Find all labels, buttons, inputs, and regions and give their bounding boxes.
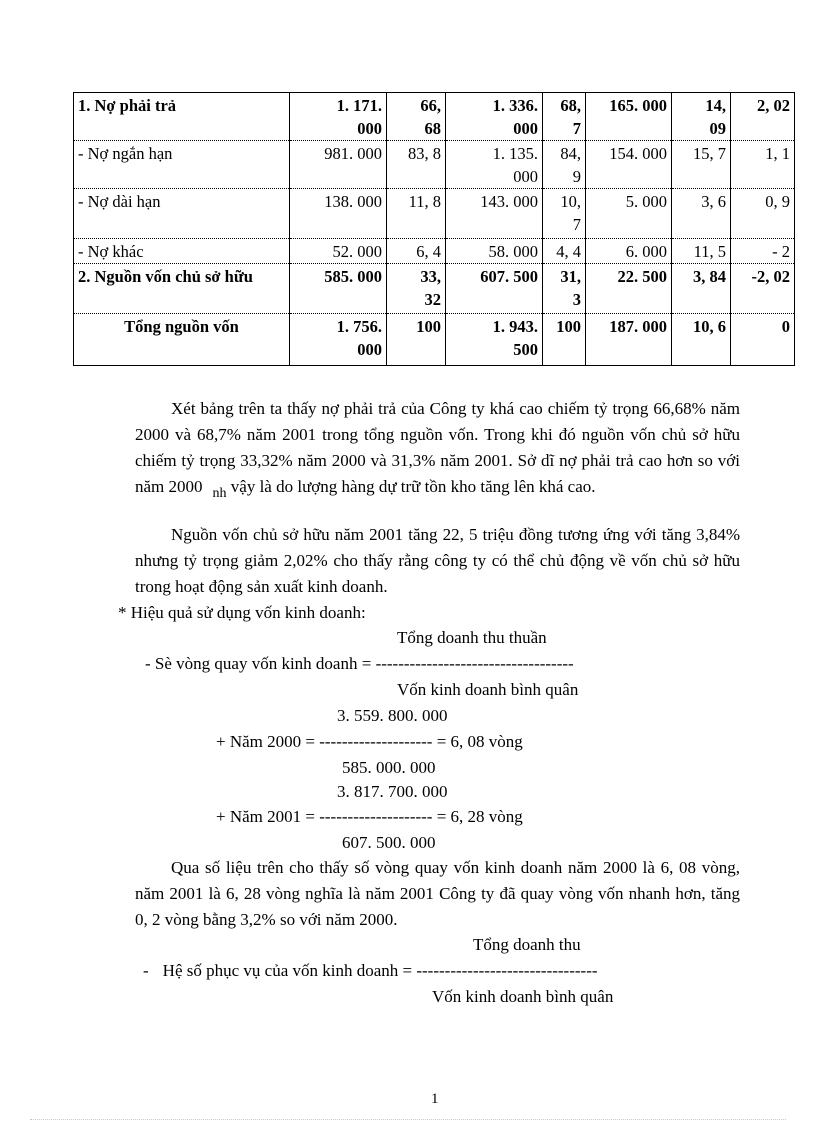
- cell-p2000: 6, 4: [387, 239, 446, 264]
- cell-diff: 22. 500: [586, 264, 672, 314]
- analysis-paragraph-3: Qua số liệu trên cho thấy số vòng quay vốn kinh doanh năm 2000 là 6, 08 vòng, năm 2001 là 6, 28 vòng nghĩa là năm 2001 Công ty đã quay vòng vốn nhanh hơn, tăng 0, 2 vòng bằng 3,2% so với năm 2000.: [135, 858, 740, 929]
- cell-v2001: 143. 000: [446, 189, 543, 239]
- row-label: 1. Nợ phải trả: [74, 93, 290, 141]
- cell-ty: - 2: [731, 239, 795, 264]
- cell-diffp: 3, 6: [672, 189, 731, 239]
- service-formula-denominator: Vốn kinh doanh bình quân: [432, 987, 614, 1006]
- calc-2001-denominator: 607. 500. 000: [342, 833, 436, 852]
- cell-v2001: 1. 135. 000: [446, 141, 543, 189]
- cell-p2001: 4, 4: [543, 239, 586, 264]
- cell-diff: 6. 000: [586, 239, 672, 264]
- cell-v2000: 1. 171. 000: [290, 93, 387, 141]
- cell-p2000: 83, 8: [387, 141, 446, 189]
- capital-structure-table: [73, 92, 795, 366]
- table-row: [74, 141, 795, 189]
- table-row: [74, 189, 795, 239]
- cell-diffp: 11, 5: [672, 239, 731, 264]
- cell-v2001: 58. 000: [446, 239, 543, 264]
- table-row: [74, 264, 795, 314]
- table-row: [74, 314, 795, 366]
- cell-v2000: 1. 756. 000: [290, 314, 387, 366]
- cell-diff: 165. 000: [586, 93, 672, 141]
- cell-p2000: 100: [387, 314, 446, 366]
- table-row: [74, 239, 795, 264]
- cell-p2001: 100: [543, 314, 586, 366]
- cell-v2001: 607. 500: [446, 264, 543, 314]
- turnover-formula-numerator: Tổng doanh thu thuần: [397, 628, 547, 647]
- cell-p2001: 84, 9: [543, 141, 586, 189]
- cell-diff: 187. 000: [586, 314, 672, 366]
- cell-ty: -2, 02: [731, 264, 795, 314]
- cell-diffp: 14, 09: [672, 93, 731, 141]
- cell-ty: 2, 02: [731, 93, 795, 141]
- table-row: [74, 93, 795, 141]
- cell-diffp: 15, 7: [672, 141, 731, 189]
- calc-2001-numerator: 3. 817. 700. 000: [337, 782, 448, 801]
- row-label: - Nợ ngắn hạn: [74, 141, 290, 189]
- calc-2000-denominator: 585. 000. 000: [342, 758, 436, 777]
- calc-2000: + Năm 2000 = -------------------- = 6, 08 vòng: [216, 732, 523, 751]
- cell-p2001: 10, 7: [543, 189, 586, 239]
- cell-p2001: 68, 7: [543, 93, 586, 141]
- analysis-paragraph-2: Nguồn vốn chủ sở hữu năm 2001 tăng 22, 5 triệu đồng tương ứng với tăng 3,84% nhưng tỷ trọng giảm 2,02% cho thấy rằng công ty có thể chủ động về vốn chủ sở hữu trong hoạt động sản xuất kinh doanh.: [135, 525, 740, 596]
- turnover-formula-denominator: Vốn kinh doanh bình quân: [397, 680, 579, 699]
- turnover-formula: - Sè vòng quay vốn kinh doanh = -----------------------------------: [145, 654, 574, 673]
- calc-2000-numerator: 3. 559. 800. 000: [337, 706, 448, 725]
- cell-v2000: 585. 000: [290, 264, 387, 314]
- efficiency-heading: * Hiệu quả sử dụng vốn kinh doanh:: [118, 603, 366, 622]
- cell-diffp: 3, 84: [672, 264, 731, 314]
- cell-p2000: 11, 8: [387, 189, 446, 239]
- cell-p2001: 31, 3: [543, 264, 586, 314]
- page-number: 1: [431, 1091, 439, 1107]
- analysis-paragraph-1: Xét bảng trên ta thấy nợ phải trả của Công ty khá cao chiếm tỷ trọng 66,68% năm 2000 và 68,7% năm 2001 trong tổng nguồn vốn. Trong khi đó nguồn vốn chủ sở hữu chiếm tỷ trọng 33,32% năm 2000 và 31,3% năm 2001. Sở dĩ nợ phải trả cao hơn so với năm 2000 $_{nh}$ vậy là do lượng hàng dự trữ tồn kho tăng lên khá cao.: [135, 399, 740, 501]
- cell-ty: 0: [731, 314, 795, 366]
- row-label: - Nợ khác: [74, 239, 290, 264]
- calc-2001: + Năm 2001 = -------------------- = 6, 28 vòng: [216, 807, 523, 826]
- cell-diff: 154. 000: [586, 141, 672, 189]
- row-label: 2. Nguồn vốn chủ sở hữu: [74, 264, 290, 314]
- cell-ty: 0, 9: [731, 189, 795, 239]
- service-formula: - Hệ số phục vụ của vốn kinh doanh = --------------------------------: [143, 961, 598, 980]
- service-formula-numerator: Tổng doanh thu: [473, 935, 581, 954]
- cell-ty: 1, 1: [731, 141, 795, 189]
- cell-v2000: 52. 000: [290, 239, 387, 264]
- cell-v2000: 138. 000: [290, 189, 387, 239]
- row-label: Tổng nguồn vốn: [74, 314, 290, 366]
- cell-diff: 5. 000: [586, 189, 672, 239]
- cell-p2000: 66, 68: [387, 93, 446, 141]
- cell-diffp: 10, 6: [672, 314, 731, 366]
- cell-v2000: 981. 000: [290, 141, 387, 189]
- cell-v2001: 1. 336. 000: [446, 93, 543, 141]
- cell-p2000: 33, 32: [387, 264, 446, 314]
- row-label: - Nợ dài hạn: [74, 189, 290, 239]
- footer-rule: [30, 1119, 786, 1120]
- cell-v2001: 1. 943. 500: [446, 314, 543, 366]
